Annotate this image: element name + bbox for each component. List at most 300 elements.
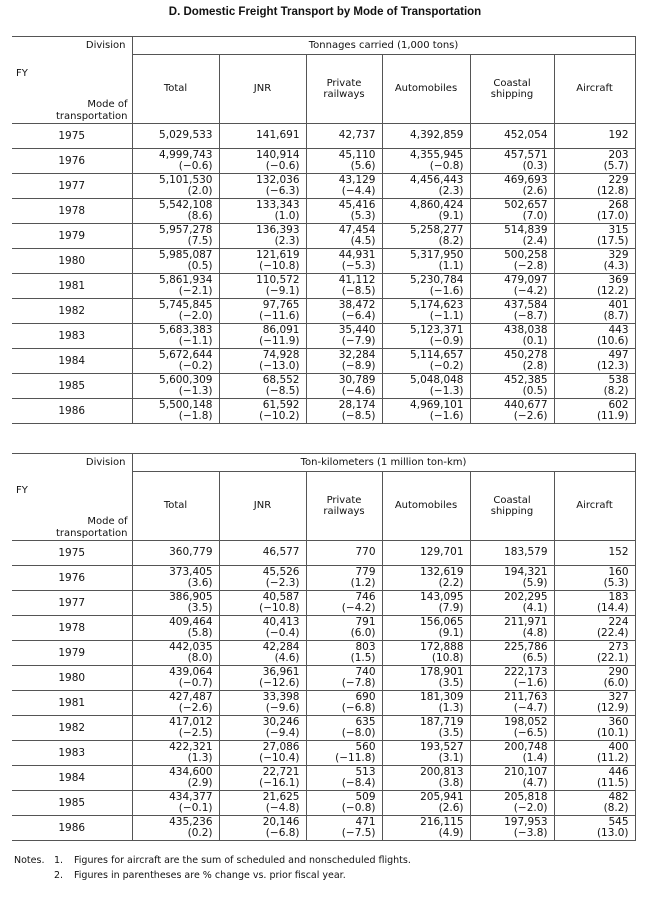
percent-change: (12.8): [596, 184, 629, 197]
value: 197,953: [504, 815, 548, 828]
percent-change: (9.1): [438, 626, 464, 639]
percent-change: (0.3): [522, 159, 548, 172]
value: 770: [355, 546, 376, 558]
percent-change: (−4.6): [341, 384, 376, 397]
value: 439,064: [169, 665, 213, 678]
value-cell: [470, 640, 554, 665]
value: 502,657: [504, 198, 548, 211]
value: 4,456,443: [410, 173, 464, 186]
value: 5,258,277: [410, 223, 464, 236]
value-cell: [470, 248, 554, 273]
value: 205,941: [420, 790, 464, 803]
value-cell: [306, 198, 382, 223]
percent-change: (2.0): [187, 184, 213, 197]
value-cell: [132, 790, 219, 815]
value: 5,600,309: [159, 373, 213, 386]
note-index: 2.: [54, 870, 64, 881]
value-cell: [219, 765, 306, 790]
value: 779: [355, 565, 376, 578]
value-cell: [219, 148, 306, 173]
value: 132,619: [420, 565, 464, 578]
value: 5,114,657: [410, 348, 464, 361]
value: 690: [355, 690, 376, 703]
percent-change: (−6.4): [341, 309, 376, 322]
percent-change: (−2.0): [513, 801, 548, 814]
percent-change: (−4.2): [513, 284, 548, 297]
value-cell: [382, 740, 470, 765]
value-cell: [382, 123, 470, 148]
value: 5,500,148: [159, 398, 213, 411]
percent-change: (−8.4): [341, 776, 376, 789]
percent-change: (10.1): [596, 726, 629, 739]
value-cell: [132, 373, 219, 398]
percent-change: (11.5): [596, 776, 629, 789]
value-cell: [132, 665, 219, 690]
value: 435,236: [169, 815, 213, 828]
value-cell: [306, 715, 382, 740]
percent-change: (2.4): [522, 234, 548, 247]
table-row: [12, 790, 635, 815]
percent-change: (−12.6): [259, 676, 300, 689]
value: 74,928: [262, 348, 300, 361]
value: 5,672,644: [159, 348, 213, 361]
division-label: Division: [12, 454, 132, 472]
percent-change: (10.8): [431, 651, 464, 664]
table-row: [12, 690, 635, 715]
value: 5,985,087: [159, 248, 213, 261]
value-cell: [132, 323, 219, 348]
value-cell: [554, 173, 635, 198]
value: 140,914: [256, 148, 300, 161]
column-header: JNR: [219, 55, 306, 124]
value-cell: [219, 273, 306, 298]
value-cell: [554, 398, 635, 423]
percent-change: (−9.6): [265, 701, 300, 714]
value-cell: [306, 565, 382, 590]
value-cell: [219, 715, 306, 740]
value-cell: [306, 223, 382, 248]
percent-change: (−1.3): [178, 384, 213, 397]
value-cell: [554, 715, 635, 740]
value-cell: [132, 148, 219, 173]
value-cell: [132, 248, 219, 273]
value: 602: [608, 398, 629, 411]
value-cell: [219, 223, 306, 248]
percent-change: (3.5): [187, 601, 213, 614]
column-header: Aircraft: [554, 55, 635, 124]
value: 4,355,945: [410, 148, 464, 161]
percent-change: (12.3): [596, 359, 629, 372]
percent-change: (−8.5): [265, 384, 300, 397]
value-cell: [219, 615, 306, 640]
percent-change: (7.0): [522, 209, 548, 222]
value: 110,572: [256, 273, 300, 286]
value-cell: [554, 565, 635, 590]
value-cell: [382, 765, 470, 790]
percent-change: (1.2): [350, 576, 376, 589]
value-cell: [306, 540, 382, 565]
fiscal-year: 1975: [12, 123, 132, 148]
column-header: Total: [132, 472, 219, 541]
value-cell: [219, 123, 306, 148]
percent-change: (−1.3): [429, 384, 464, 397]
percent-change: (−2.5): [178, 726, 213, 739]
value-cell: [554, 348, 635, 373]
value: 202,295: [504, 590, 548, 603]
value-cell: [132, 740, 219, 765]
fiscal-year: 1982: [12, 298, 132, 323]
percent-change: (−2.1): [178, 284, 213, 297]
column-header: JNR: [219, 472, 306, 541]
value-cell: [306, 248, 382, 273]
table-row: [12, 398, 635, 423]
percent-change: (2.3): [274, 234, 300, 247]
value: 268: [608, 198, 629, 211]
value-cell: [470, 173, 554, 198]
value-cell: [382, 323, 470, 348]
value: 187,719: [420, 715, 464, 728]
value: 471: [355, 815, 376, 828]
value-cell: [382, 640, 470, 665]
value-cell: [306, 398, 382, 423]
value: 545: [608, 815, 629, 828]
value-cell: [219, 348, 306, 373]
value-cell: [132, 123, 219, 148]
column-header: Private railways: [306, 55, 382, 124]
percent-change: (12.2): [596, 284, 629, 297]
value-cell: [132, 690, 219, 715]
value-cell: [132, 223, 219, 248]
percent-change: (−0.2): [178, 359, 213, 372]
value: 152: [608, 546, 629, 558]
column-header: Private railways: [306, 472, 382, 541]
value: 27,086: [262, 740, 300, 753]
value-cell: [382, 615, 470, 640]
value: 192: [608, 129, 629, 141]
table-row: [12, 615, 635, 640]
table-row: [12, 373, 635, 398]
value-cell: [470, 815, 554, 840]
value: 538: [608, 373, 629, 386]
fiscal-year: 1983: [12, 740, 132, 765]
value: 446: [608, 765, 629, 778]
percent-change: (−11.9): [259, 334, 300, 347]
table-row: [12, 348, 635, 373]
value: 61,592: [262, 398, 300, 411]
value-cell: [382, 298, 470, 323]
fiscal-year: 1985: [12, 790, 132, 815]
value-cell: [306, 373, 382, 398]
value-cell: [554, 815, 635, 840]
value-cell: [470, 398, 554, 423]
table-row: [12, 540, 635, 565]
value: 200,748: [504, 740, 548, 753]
value-cell: [470, 615, 554, 640]
value-cell: [219, 298, 306, 323]
value-cell: [219, 373, 306, 398]
value: 40,587: [262, 590, 300, 603]
value-cell: [382, 665, 470, 690]
value-cell: [554, 540, 635, 565]
fiscal-year: 1977: [12, 173, 132, 198]
value: 30,789: [338, 373, 376, 386]
percent-change: (−5.3): [341, 259, 376, 272]
percent-change: (11.9): [596, 409, 629, 422]
percent-change: (2.9): [187, 776, 213, 789]
value: 5,957,278: [159, 223, 213, 236]
percent-change: (3.1): [438, 751, 464, 764]
value-cell: [382, 248, 470, 273]
value: 560: [355, 740, 376, 753]
value-cell: [470, 765, 554, 790]
percent-change: (8.2): [603, 801, 629, 814]
value-cell: [306, 640, 382, 665]
value: 172,888: [420, 640, 464, 653]
percent-change: (1.0): [274, 209, 300, 222]
table-row: [12, 248, 635, 273]
value-cell: [554, 740, 635, 765]
percent-change: (−6.8): [265, 826, 300, 839]
note-text: Figures for aircraft are the sum of scheduled and nonscheduled flights.: [74, 855, 411, 866]
value: 143,095: [420, 590, 464, 603]
value-cell: [132, 273, 219, 298]
value-cell: [219, 740, 306, 765]
value-cell: [382, 273, 470, 298]
fiscal-year: 1981: [12, 690, 132, 715]
value-cell: [470, 273, 554, 298]
percent-change: (−0.1): [178, 801, 213, 814]
value: 229: [608, 173, 629, 186]
percent-change: (0.1): [522, 334, 548, 347]
percent-change: (4.5): [350, 234, 376, 247]
table-row: [12, 765, 635, 790]
value-cell: [219, 590, 306, 615]
value-cell: [306, 123, 382, 148]
table-row: [12, 273, 635, 298]
value: 457,571: [504, 148, 548, 161]
value-cell: [382, 540, 470, 565]
value-cell: [470, 123, 554, 148]
value-cell: [382, 373, 470, 398]
value: 205,818: [504, 790, 548, 803]
percent-change: (0.5): [522, 384, 548, 397]
value: 500,258: [504, 248, 548, 261]
fiscal-year: 1986: [12, 398, 132, 423]
value-cell: [470, 198, 554, 223]
document-title: D. Domestic Freight Transport by Mode of Transportation: [168, 6, 482, 18]
value-cell: [554, 273, 635, 298]
value: 369: [608, 273, 629, 286]
fiscal-year: 1982: [12, 715, 132, 740]
value-cell: [382, 148, 470, 173]
value: 68,552: [262, 373, 300, 386]
fy-mode-header: [12, 472, 132, 541]
percent-change: (−2.6): [178, 701, 213, 714]
value: 509: [355, 790, 376, 803]
value-cell: [470, 223, 554, 248]
percent-change: (4.6): [274, 651, 300, 664]
value-cell: [554, 223, 635, 248]
value-cell: [554, 373, 635, 398]
value: 40,413: [262, 615, 300, 628]
notes: [14, 853, 411, 883]
percent-change: (22.1): [596, 651, 629, 664]
column-header: Total: [132, 55, 219, 124]
percent-change: (−1.8): [178, 409, 213, 422]
value: 46,577: [262, 546, 300, 558]
value-cell: [554, 123, 635, 148]
percent-change: (17.5): [596, 234, 629, 247]
value: 211,971: [504, 615, 548, 628]
value: 194,321: [504, 565, 548, 578]
percent-change: (−13.0): [259, 359, 300, 372]
percent-change: (3.8): [438, 776, 464, 789]
percent-change: (−11.8): [335, 751, 376, 764]
value: 183,579: [504, 546, 548, 558]
value-cell: [219, 173, 306, 198]
column-header: Aircraft: [554, 472, 635, 541]
percent-change: (4.1): [522, 601, 548, 614]
value: 4,860,424: [410, 198, 464, 211]
value: 203: [608, 148, 629, 161]
value: 437,584: [504, 298, 548, 311]
value-cell: [306, 665, 382, 690]
percent-change: (1.4): [522, 751, 548, 764]
value: 452,385: [504, 373, 548, 386]
value-cell: [219, 323, 306, 348]
value-cell: [132, 348, 219, 373]
value: 5,683,383: [159, 323, 213, 336]
percent-change: (9.1): [438, 209, 464, 222]
value: 450,278: [504, 348, 548, 361]
percent-change: (6.5): [522, 651, 548, 664]
value-cell: [382, 590, 470, 615]
value: 86,091: [262, 323, 300, 336]
value-cell: [554, 690, 635, 715]
percent-change: (−2.3): [265, 576, 300, 589]
percent-change: (−1.6): [429, 409, 464, 422]
value: 36,961: [262, 665, 300, 678]
percent-change: (5.8): [187, 626, 213, 639]
value-cell: [132, 715, 219, 740]
value-cell: [554, 323, 635, 348]
percent-change: (−7.8): [341, 676, 376, 689]
value: 5,048,048: [410, 373, 464, 386]
value-cell: [382, 565, 470, 590]
value-cell: [219, 790, 306, 815]
fiscal-year: 1983: [12, 323, 132, 348]
value-cell: [306, 615, 382, 640]
percent-change: (−11.6): [259, 309, 300, 322]
value-cell: [470, 715, 554, 740]
value: 740: [355, 665, 376, 678]
percent-change: (1.1): [438, 259, 464, 272]
value: 28,174: [338, 398, 376, 411]
percent-change: (−2.6): [513, 409, 548, 422]
percent-change: (5.3): [603, 576, 629, 589]
value: 41,112: [338, 273, 376, 286]
value: 32,284: [338, 348, 376, 361]
column-header: Automobiles: [382, 472, 470, 541]
tonnage-table: [12, 36, 636, 424]
value-cell: [382, 398, 470, 423]
table-row: [12, 590, 635, 615]
value-cell: [554, 615, 635, 640]
value: 635: [355, 715, 376, 728]
value-cell: [470, 323, 554, 348]
fiscal-year: 1978: [12, 615, 132, 640]
percent-change: (5.3): [350, 209, 376, 222]
value: 42,284: [262, 640, 300, 653]
value: 469,693: [504, 173, 548, 186]
fiscal-year: 1984: [12, 765, 132, 790]
percent-change: (7.9): [438, 601, 464, 614]
table-row: [12, 715, 635, 740]
value: 200,813: [420, 765, 464, 778]
value-cell: [219, 665, 306, 690]
percent-change: (−8.5): [341, 284, 376, 297]
fiscal-year: 1977: [12, 590, 132, 615]
value: 43,129: [338, 173, 376, 186]
value-cell: [132, 640, 219, 665]
percent-change: (0.2): [187, 826, 213, 839]
value: 193,527: [420, 740, 464, 753]
value: 183: [608, 590, 629, 603]
value-cell: [470, 298, 554, 323]
division-label: Division: [12, 37, 132, 55]
value: 5,317,950: [410, 248, 464, 261]
percent-change: (−10.8): [259, 601, 300, 614]
percent-change: (−4.8): [265, 801, 300, 814]
value-cell: [306, 590, 382, 615]
percent-change: (−4.4): [341, 184, 376, 197]
percent-change: (3.5): [438, 726, 464, 739]
value-cell: [306, 348, 382, 373]
percent-change: (−6.5): [513, 726, 548, 739]
value: 417,012: [169, 715, 213, 728]
value-cell: [554, 198, 635, 223]
value: 360,779: [169, 546, 213, 558]
value: 4,969,101: [410, 398, 464, 411]
value: 803: [355, 640, 376, 653]
value-cell: [306, 690, 382, 715]
value: 156,065: [420, 615, 464, 628]
percent-change: (6.0): [603, 676, 629, 689]
value: 5,745,845: [159, 298, 213, 311]
value-cell: [382, 348, 470, 373]
fiscal-year: 1976: [12, 565, 132, 590]
percent-change: (12.9): [596, 701, 629, 714]
percent-change: (8.2): [438, 234, 464, 247]
value: 479,097: [504, 273, 548, 286]
value: 273: [608, 640, 629, 653]
value: 121,619: [256, 248, 300, 261]
value-cell: [219, 398, 306, 423]
table-row: [12, 640, 635, 665]
percent-change: (−0.8): [341, 801, 376, 814]
mode-label: Mode of transportation: [56, 98, 128, 122]
fy-mode-header: [12, 55, 132, 124]
value-cell: [470, 665, 554, 690]
percent-change: (11.2): [596, 751, 629, 764]
value-cell: [470, 540, 554, 565]
note-index: 1.: [54, 855, 64, 866]
value-cell: [382, 790, 470, 815]
value: 45,416: [338, 198, 376, 211]
value: 409,464: [169, 615, 213, 628]
fiscal-year: 1981: [12, 273, 132, 298]
value: 427,487: [169, 690, 213, 703]
